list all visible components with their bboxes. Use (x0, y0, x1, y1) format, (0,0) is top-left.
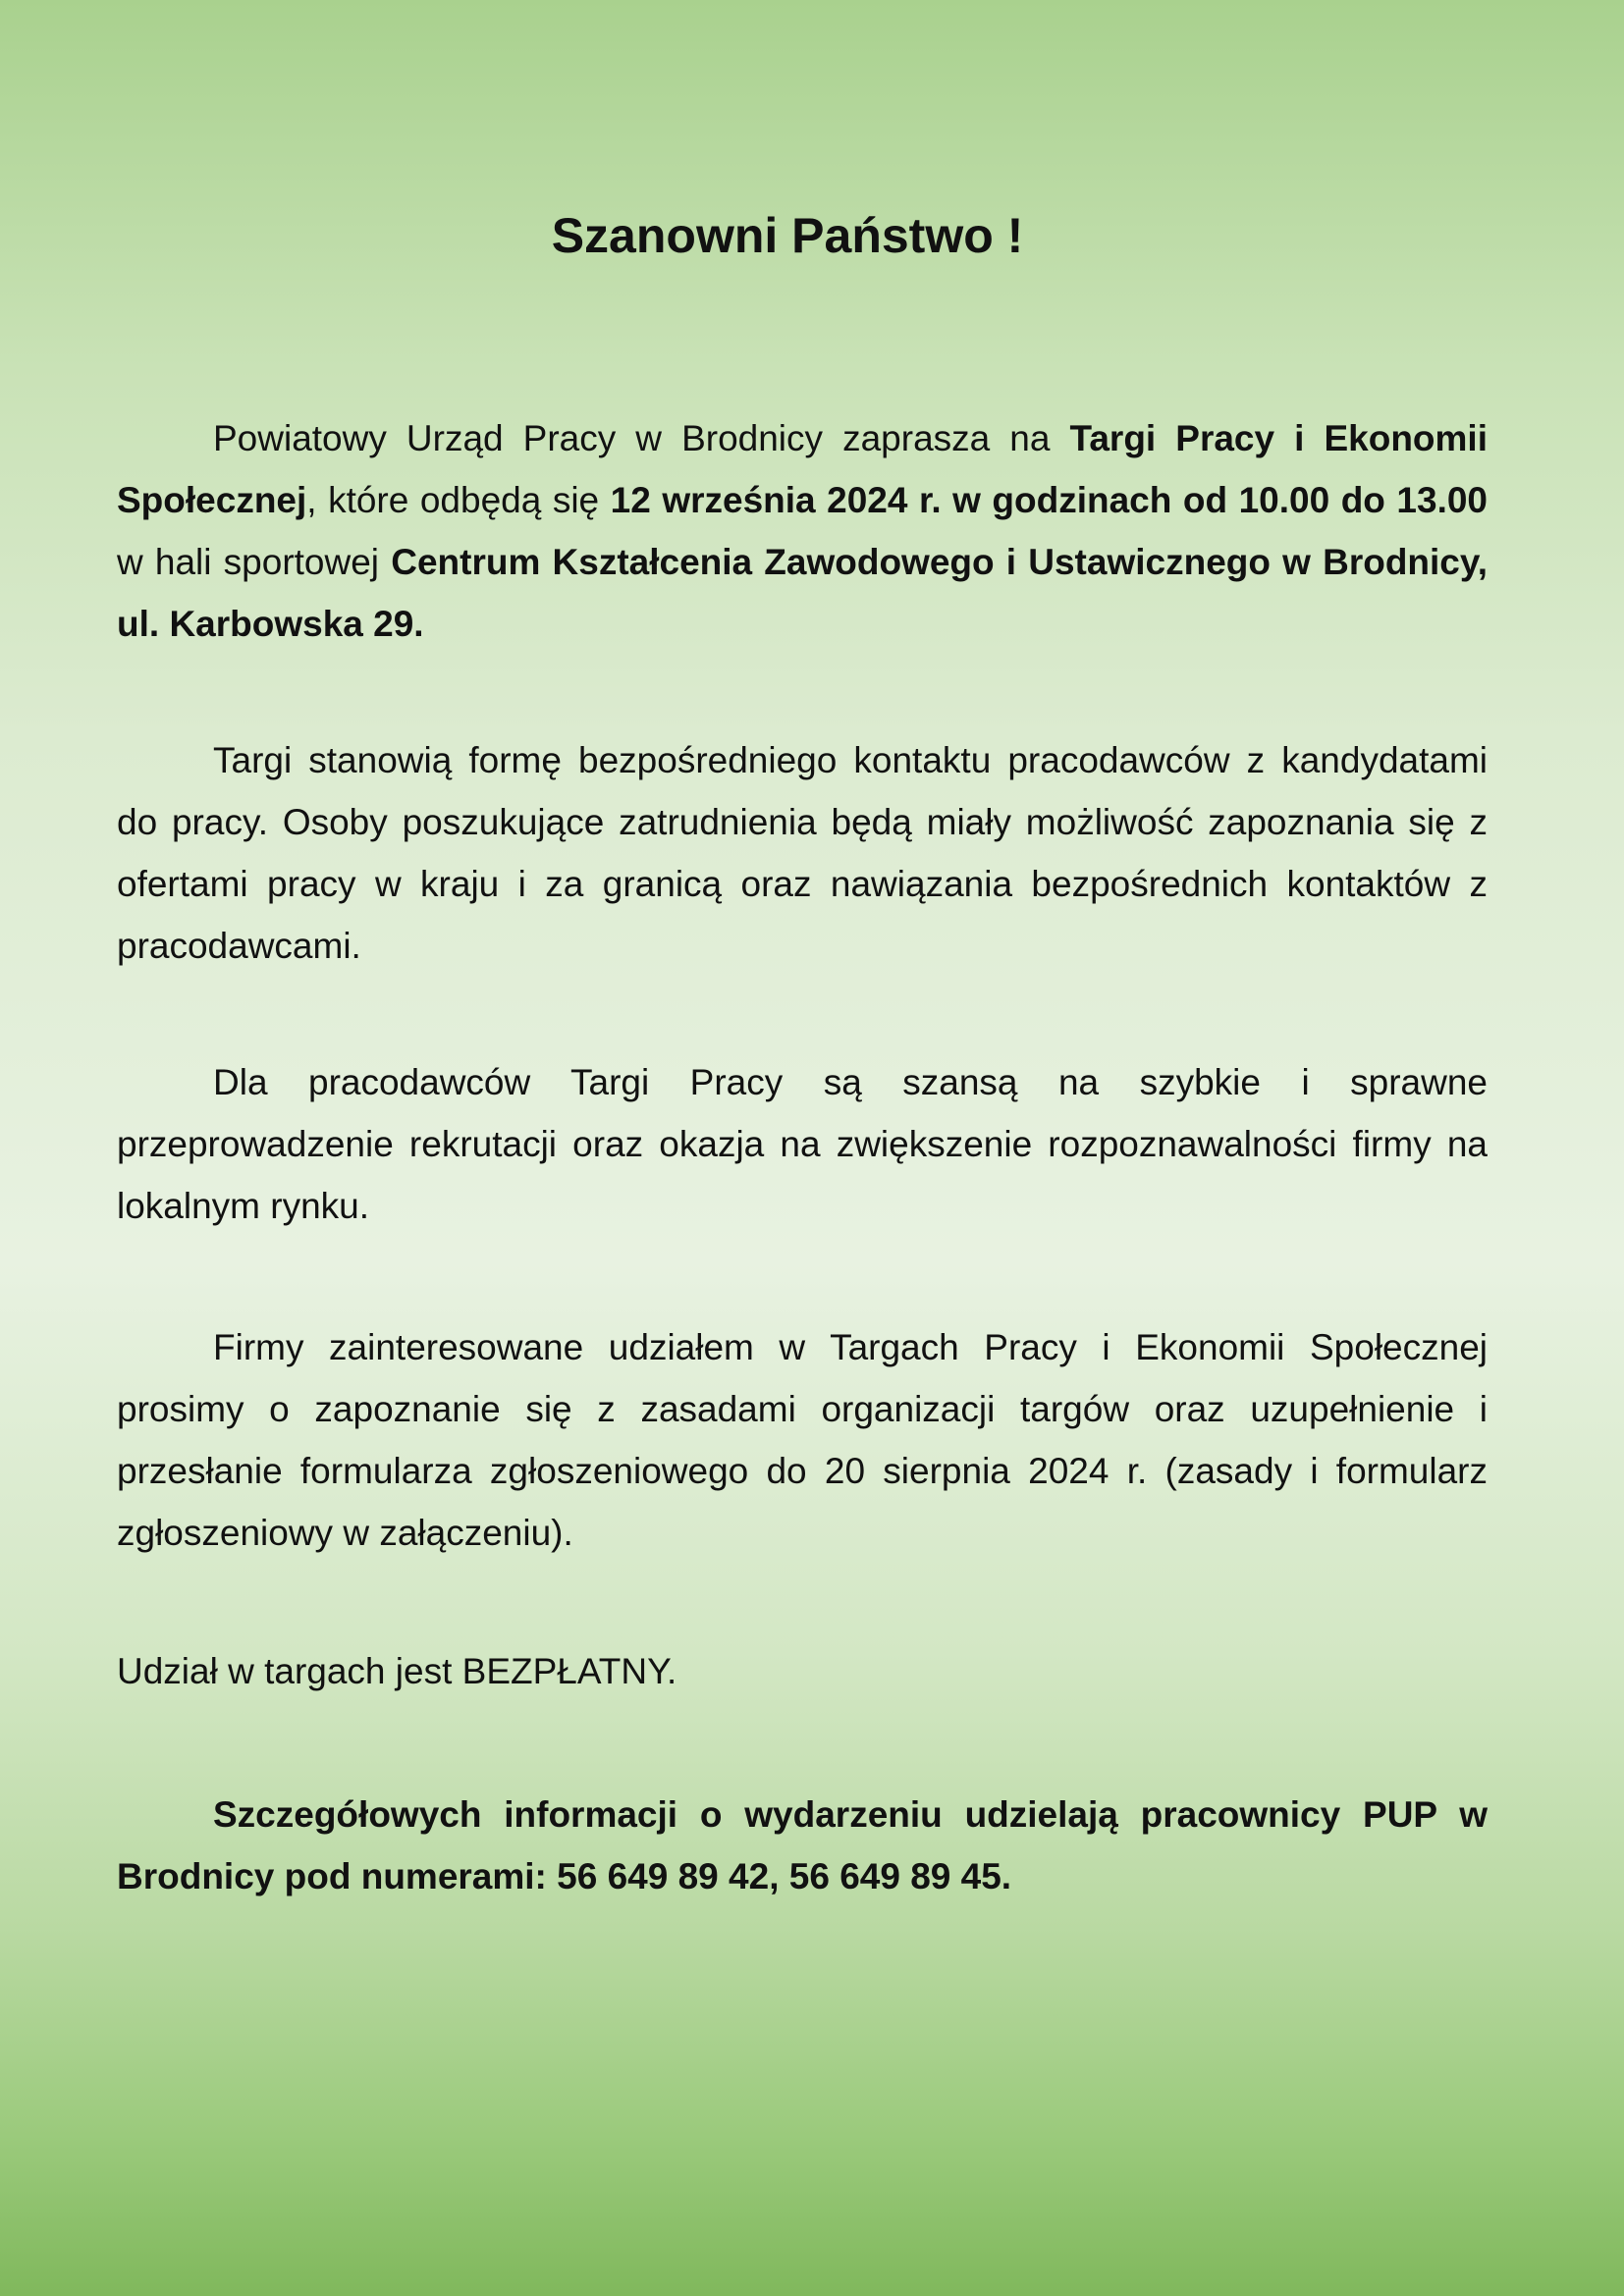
fair-description-paragraph: Targi stanowią formę bezpośredniego kontaktu pracodawców z kandydatami do pracy. Osoby poszukujące zatrudnienia będą miały możliwość zapoznania się z ofertami pracy w kraju i za granicą oraz nawiązania bezpośrednich kontaktów z pracodawcami. (117, 740, 1488, 966)
event-location: Centrum Kształcenia Zawodowego i Ustawicznego w Brodnicy, ul. Karbowska 29. (117, 542, 1488, 644)
contact-info-paragraph: Szczegółowych informacji o wydarzeniu udzielają pracownicy PUP w Brodnicy pod numerami: 56 649 89 42, 56 649 89 45. (117, 1794, 1488, 1896)
event-date-time: 12 września 2024 r. w godzinach od 10.00 do 13.00 (610, 480, 1489, 520)
invitation-text-2: , które odbędą się (306, 480, 611, 520)
invitation-text-1: Powiatowy Urząd Pracy w Brodnicy zaprasza na (213, 418, 1070, 458)
invitation-paragraph (117, 407, 1488, 655)
employer-benefits-paragraph: Dla pracodawców Targi Pracy są szansą na szybkie i sprawne przeprowadzenie rekrutacji oraz okazja na zwiększenie rozpoznawalności firmy na lokalnym rynku. (117, 1062, 1488, 1226)
free-participation-note: Udział w targach jest BEZPŁATNY. (117, 1651, 677, 1691)
event-name: Targi Pracy i Ekonomii Społecznej (117, 418, 1488, 520)
page-title: Szanowni Państwo ! (551, 208, 1024, 263)
invitation-text-3: w hali sportowej (117, 542, 392, 582)
registration-paragraph: Firmy zainteresowane udziałem w Targach Pracy i Ekonomii Społecznej prosimy o zapoznanie się z zasadami organizacji targów oraz uzupełnienie i przesłanie formularza zgłoszeniowego do 20 sierpnia 2024 r. (zasady i formularz zgłoszeniowy w załączeniu). (117, 1327, 1488, 1553)
